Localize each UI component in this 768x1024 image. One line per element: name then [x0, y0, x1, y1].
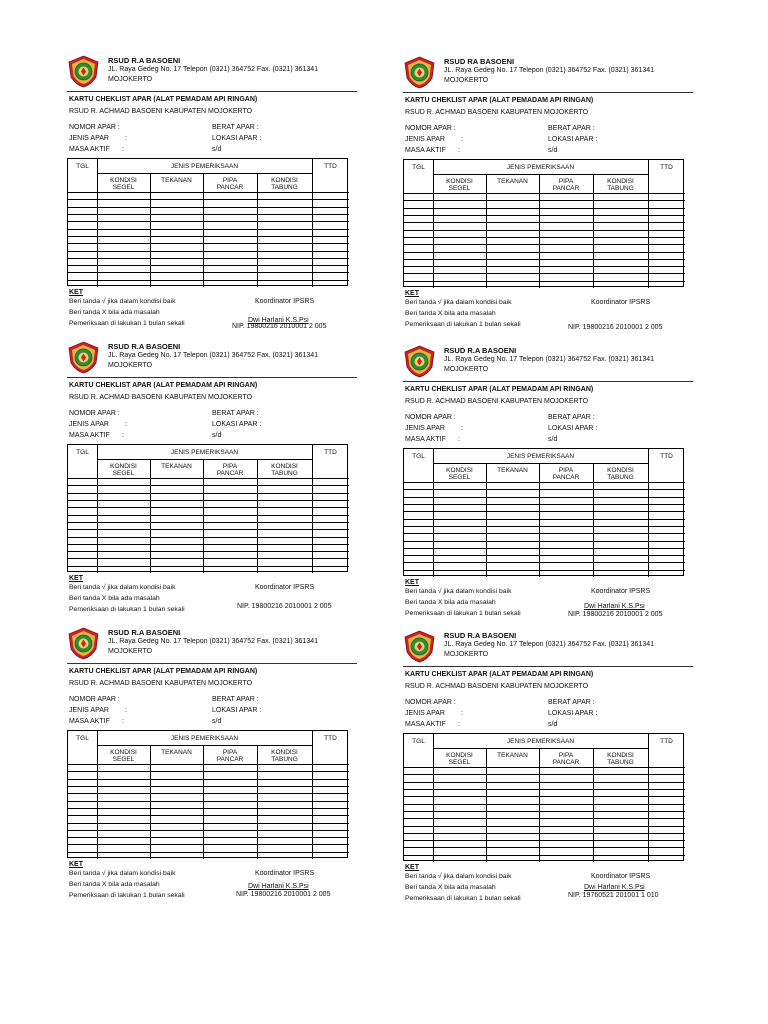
signer-nip: NIP. 19800216 2010001 2 005: [232, 323, 327, 330]
lokasi-apar-label: LOKASI APAR :: [548, 425, 598, 432]
ket-label: KET: [69, 575, 83, 582]
note-frequency: Pemeriksaan di lakukan 1 bulan sekali: [405, 895, 521, 902]
coordinator-label: Koordinator IPSRS: [255, 870, 315, 877]
table-row-line: [68, 808, 349, 809]
table-row-line: [68, 272, 349, 273]
note-problem: Beri tanda X bila ada masalah: [405, 599, 496, 606]
hospital-address: JL. Raya Gedeg No. 17 Telepon (0321) 364752 Fax. (0321) 361341: [108, 638, 319, 645]
table-row-line: [404, 281, 685, 282]
col-kondisi-segel: KONDISI SEGEL: [110, 177, 137, 191]
colon: :: [125, 707, 127, 714]
col-kondisi-tabung: KONDISI TABUNG: [271, 463, 298, 477]
table-row-line: [68, 221, 349, 222]
table-column-line: [648, 449, 649, 577]
table-row-line: [68, 844, 349, 845]
signer-name: Dwi Harlani K.S.Psi: [584, 884, 645, 891]
card-subtitle: RSUD R. ACHMAD BASOENI KABUPATEN MOJOKERTO: [405, 683, 589, 690]
col-tgl: TGL: [76, 735, 89, 742]
col-ttd: TTD: [324, 449, 337, 456]
signer-nip: NIP. 19760521 201001 1 010: [568, 892, 659, 899]
table-row-line: [404, 200, 685, 201]
note-ok: Beri tanda √ jika dalam kondisi baik: [69, 584, 176, 591]
table-header-line: [433, 174, 648, 175]
inspection-table: [67, 730, 348, 858]
hospital-address: JL. Raya Gedeg No. 17 Telepon (0321) 364752 Fax. (0321) 361341: [108, 352, 319, 359]
table-row-line: [404, 782, 685, 783]
hospital-address: JL. Raya Gedeg No. 17 Telepon (0321) 364752 Fax. (0321) 361341: [444, 67, 655, 74]
hospital-city: MOJOKERTO: [108, 362, 153, 369]
col-kondisi-segel: KONDISI SEGEL: [110, 463, 137, 477]
col-jenis-pemeriksaan: JENIS PEMERIKSAAN: [506, 164, 575, 171]
colon: :: [122, 432, 124, 439]
lokasi-apar-label: LOKASI APAR :: [212, 707, 262, 714]
hospital-city: MOJOKERTO: [108, 648, 153, 655]
table-row-line: [68, 251, 349, 252]
berat-apar-label: BERAT APAR :: [212, 696, 259, 703]
col-pipa-pancar: PIPA PANCAR: [216, 463, 244, 477]
table-row-line: [404, 259, 685, 260]
table-row-line: [68, 544, 349, 545]
table-row-line: [68, 779, 349, 780]
table-row-line: [404, 504, 685, 505]
note-problem: Beri tanda X bila ada masalah: [69, 881, 160, 888]
table-row-line: [404, 489, 685, 490]
col-tekanan: TEKANAN: [161, 177, 192, 184]
colon: :: [125, 135, 127, 142]
table-column-line: [486, 748, 487, 862]
lokasi-apar-label: LOKASI APAR :: [548, 136, 598, 143]
signer-nip: NIP. 19800216 2010001 2 005: [568, 324, 663, 331]
signer-name: Dwi Harlani K.S.Psi: [248, 317, 309, 324]
signer-name: Dwi Harlani K.S.Psi: [248, 883, 309, 890]
table-column-line: [312, 731, 313, 859]
table-row-line: [404, 215, 685, 216]
table-row-line: [404, 482, 685, 483]
signer-name: Dwi Harlani K.S.Psi: [584, 603, 645, 610]
col-ttd: TTD: [660, 738, 673, 745]
table-column-line: [97, 445, 98, 573]
jenis-apar-label: JENIS APAR: [69, 421, 109, 428]
table-row-line: [68, 815, 349, 816]
col-ttd: TTD: [660, 453, 673, 460]
note-ok: Beri tanda √ jika dalam kondisi baik: [69, 298, 176, 305]
table-row-line: [404, 818, 685, 819]
ket-label: KET: [405, 864, 419, 871]
col-ttd: TTD: [324, 735, 337, 742]
note-problem: Beri tanda X bila ada masalah: [405, 884, 496, 891]
table-row-line: [404, 555, 685, 556]
table-column-line: [593, 748, 594, 862]
masa-aktif-label: MASA AKTIF: [69, 718, 110, 725]
table-column-line: [257, 745, 258, 859]
hospital-address: JL. Raya Gedeg No. 17 Telepon (0321) 364752 Fax. (0321) 361341: [444, 356, 655, 363]
masa-aktif-sd: s/d: [548, 721, 558, 728]
apar-card: [403, 345, 693, 618]
apar-card: [403, 630, 693, 900]
col-kondisi-tabung: KONDISI TABUNG: [607, 752, 634, 766]
table-row-line: [68, 537, 349, 538]
note-frequency: Pemeriksaan di lakukan 1 bulan sekali: [405, 321, 521, 328]
table-row-line: [68, 500, 349, 501]
table-row-line: [68, 801, 349, 802]
header-divider: [67, 663, 357, 664]
coordinator-label: Koordinator IPSRS: [255, 298, 315, 305]
jenis-apar-label: JENIS APAR: [405, 136, 445, 143]
table-row-line: [404, 222, 685, 223]
nomor-apar-label: NOMOR APAR :: [69, 124, 120, 131]
col-kondisi-tabung: KONDISI TABUNG: [271, 177, 298, 191]
berat-apar-label: BERAT APAR :: [548, 125, 595, 132]
header-divider: [403, 381, 693, 382]
note-ok: Beri tanda √ jika dalam kondisi baik: [405, 299, 512, 306]
colon: :: [458, 721, 460, 728]
table-row-line: [404, 826, 685, 827]
table-row-line: [404, 497, 685, 498]
table-row-line: [68, 265, 349, 266]
table-column-line: [97, 731, 98, 859]
hospital-name: RSUD R.A BASOENI: [444, 631, 517, 640]
apar-card: [67, 55, 357, 330]
hospital-name: RSUD R.A BASOENI: [108, 56, 181, 65]
ket-label: KET: [405, 579, 419, 586]
signer-nip: NIP. 19800216 2010001 2 005: [236, 891, 331, 898]
col-tgl: TGL: [76, 449, 89, 456]
jenis-apar-label: JENIS APAR: [405, 710, 445, 717]
table-row-line: [404, 855, 685, 856]
table-row-line: [404, 562, 685, 563]
table-row-line: [404, 811, 685, 812]
table-row-line: [404, 511, 685, 512]
table-row-line: [68, 229, 349, 230]
table-column-line: [150, 173, 151, 287]
berat-apar-label: BERAT APAR :: [548, 699, 595, 706]
col-pipa-pancar: PIPA PANCAR: [552, 467, 580, 481]
berat-apar-label: BERAT APAR :: [548, 414, 595, 421]
masa-aktif-label: MASA AKTIF: [405, 721, 446, 728]
note-problem: Beri tanda X bila ada masalah: [405, 310, 496, 317]
nomor-apar-label: NOMOR APAR :: [69, 410, 120, 417]
lokasi-apar-label: LOKASI APAR :: [212, 135, 262, 142]
table-column-line: [593, 463, 594, 577]
col-pipa-pancar: PIPA PANCAR: [216, 177, 244, 191]
card-title: KARTU CHEKLIST APAR (ALAT PEMADAM API RINGAN): [69, 668, 258, 675]
berat-apar-label: BERAT APAR :: [212, 124, 259, 131]
note-frequency: Pemeriksaan di lakukan 1 bulan sekali: [69, 892, 185, 899]
colon: :: [122, 718, 124, 725]
coordinator-label: Koordinator IPSRS: [591, 873, 651, 880]
table-row-line: [68, 852, 349, 853]
note-frequency: Pemeriksaan di lakukan 1 bulan sekali: [69, 606, 185, 613]
col-pipa-pancar: PIPA PANCAR: [552, 178, 580, 192]
table-row-line: [68, 207, 349, 208]
coordinator-label: Koordinator IPSRS: [591, 588, 651, 595]
table-column-line: [150, 459, 151, 573]
hospital-logo-icon: [403, 345, 436, 378]
masa-aktif-sd: s/d: [548, 147, 558, 154]
card-title: KARTU CHEKLIST APAR (ALAT PEMADAM API RINGAN): [69, 96, 258, 103]
table-row-line: [404, 244, 685, 245]
table-column-line: [539, 748, 540, 862]
table-column-line: [203, 745, 204, 859]
ket-label: KET: [69, 861, 83, 868]
apar-card: [67, 341, 357, 611]
table-header-line: [433, 748, 648, 749]
col-ttd: TTD: [324, 163, 337, 170]
table-column-line: [539, 463, 540, 577]
colon: :: [122, 146, 124, 153]
table-row-line: [404, 548, 685, 549]
note-ok: Beri tanda √ jika dalam kondisi baik: [405, 873, 512, 880]
hospital-logo-icon: [403, 630, 436, 663]
table-row-line: [404, 266, 685, 267]
note-ok: Beri tanda √ jika dalam kondisi baik: [69, 870, 176, 877]
table-row-line: [404, 767, 685, 768]
masa-aktif-sd: s/d: [548, 436, 558, 443]
hospital-name: RSUD R.A BASOENI: [444, 346, 517, 355]
table-row-line: [68, 236, 349, 237]
table-header-line: [97, 459, 312, 460]
inspection-table: [403, 733, 684, 861]
hospital-city: MOJOKERTO: [444, 366, 489, 373]
ket-label: KET: [405, 290, 419, 297]
hospital-logo-icon: [67, 55, 100, 88]
table-column-line: [203, 459, 204, 573]
colon: :: [461, 136, 463, 143]
table-column-line: [539, 174, 540, 288]
signer-nip: NIP. 19800216 2010001 2 005: [568, 611, 663, 618]
table-column-line: [486, 463, 487, 577]
table-row-line: [68, 823, 349, 824]
table-row-line: [404, 774, 685, 775]
table-row-line: [404, 208, 685, 209]
col-pipa-pancar: PIPA PANCAR: [216, 749, 244, 763]
table-row-line: [404, 533, 685, 534]
header-divider: [403, 92, 693, 93]
coordinator-label: Koordinator IPSRS: [591, 299, 651, 306]
lokasi-apar-label: LOKASI APAR :: [212, 421, 262, 428]
nomor-apar-label: NOMOR APAR :: [405, 699, 456, 706]
table-column-line: [433, 160, 434, 288]
nomor-apar-label: NOMOR APAR :: [405, 125, 456, 132]
hospital-name: RSUD R.A BASOENI: [108, 628, 181, 637]
table-row-line: [404, 796, 685, 797]
table-column-line: [433, 734, 434, 862]
jenis-apar-label: JENIS APAR: [405, 425, 445, 432]
col-jenis-pemeriksaan: JENIS PEMERIKSAAN: [170, 735, 239, 742]
col-kondisi-segel: KONDISI SEGEL: [446, 178, 473, 192]
table-row-line: [68, 529, 349, 530]
table-row-line: [68, 522, 349, 523]
inspection-table: [403, 448, 684, 576]
table-row-line: [404, 252, 685, 253]
colon: :: [125, 421, 127, 428]
table-column-line: [486, 174, 487, 288]
table-row-line: [68, 258, 349, 259]
colon: :: [458, 147, 460, 154]
table-row-line: [68, 566, 349, 567]
table-column-line: [648, 734, 649, 862]
hospital-logo-icon: [67, 627, 100, 660]
table-row-line: [68, 558, 349, 559]
hospital-city: MOJOKERTO: [108, 76, 153, 83]
colon: :: [461, 710, 463, 717]
hospital-address: JL. Raya Gedeg No. 17 Telepon (0321) 364752 Fax. (0321) 361341: [108, 66, 319, 73]
table-column-line: [97, 159, 98, 287]
card-subtitle: RSUD R. ACHMAD BASOENI KABUPATEN MOJOKERTO: [405, 398, 589, 405]
col-tekanan: TEKANAN: [497, 467, 528, 474]
card-title: KARTU CHEKLIST APAR (ALAT PEMADAM API RINGAN): [405, 386, 594, 393]
apar-card: [403, 56, 693, 331]
hospital-address: JL. Raya Gedeg No. 17 Telepon (0321) 364752 Fax. (0321) 361341: [444, 641, 655, 648]
table-row-line: [68, 793, 349, 794]
card-title: KARTU CHEKLIST APAR (ALAT PEMADAM API RINGAN): [69, 382, 258, 389]
masa-aktif-sd: s/d: [212, 146, 222, 153]
table-column-line: [312, 445, 313, 573]
table-row-line: [404, 570, 685, 571]
table-row-line: [404, 237, 685, 238]
table-column-line: [433, 449, 434, 577]
card-subtitle: RSUD R. ACHMAD BASOENI KABUPATEN MOJOKERTO: [69, 680, 253, 687]
signer-nip: NIP. 19800216 2010001 2 005: [237, 603, 332, 610]
note-problem: Beri tanda X bila ada masalah: [69, 309, 160, 316]
col-jenis-pemeriksaan: JENIS PEMERIKSAAN: [170, 449, 239, 456]
note-frequency: Pemeriksaan di lakukan 1 bulan sekali: [405, 610, 521, 617]
nomor-apar-label: NOMOR APAR :: [69, 696, 120, 703]
table-row-line: [68, 243, 349, 244]
table-row-line: [68, 280, 349, 281]
masa-aktif-label: MASA AKTIF: [405, 436, 446, 443]
jenis-apar-label: JENIS APAR: [69, 707, 109, 714]
col-kondisi-segel: KONDISI SEGEL: [446, 467, 473, 481]
table-column-line: [648, 160, 649, 288]
jenis-apar-label: JENIS APAR: [69, 135, 109, 142]
table-header-line: [97, 745, 312, 746]
table-column-line: [257, 459, 258, 573]
table-row-line: [404, 804, 685, 805]
coordinator-label: Koordinator IPSRS: [255, 584, 315, 591]
note-problem: Beri tanda X bila ada masalah: [69, 595, 160, 602]
ket-label: KET: [69, 289, 83, 296]
table-row-line: [68, 507, 349, 508]
col-tekanan: TEKANAN: [161, 749, 192, 756]
col-tgl: TGL: [412, 453, 425, 460]
col-tekanan: TEKANAN: [161, 463, 192, 470]
col-kondisi-tabung: KONDISI TABUNG: [607, 467, 634, 481]
card-title: KARTU CHEKLIST APAR (ALAT PEMADAM API RINGAN): [405, 97, 594, 104]
table-row-line: [404, 519, 685, 520]
header-divider: [67, 91, 357, 92]
colon: :: [461, 425, 463, 432]
hospital-logo-icon: [403, 56, 436, 89]
table-row-line: [404, 273, 685, 274]
table-row-line: [404, 847, 685, 848]
col-pipa-pancar: PIPA PANCAR: [552, 752, 580, 766]
masa-aktif-label: MASA AKTIF: [405, 147, 446, 154]
card-subtitle: RSUD R. ACHMAD BASOENI KABUPATEN MOJOKERTO: [69, 394, 253, 401]
col-jenis-pemeriksaan: JENIS PEMERIKSAAN: [170, 163, 239, 170]
table-row-line: [68, 764, 349, 765]
lokasi-apar-label: LOKASI APAR :: [548, 710, 598, 717]
table-row-line: [404, 526, 685, 527]
table-row-line: [68, 771, 349, 772]
col-kondisi-segel: KONDISI SEGEL: [110, 749, 137, 763]
table-row-line: [404, 840, 685, 841]
header-divider: [67, 377, 357, 378]
table-row-line: [68, 485, 349, 486]
col-tgl: TGL: [412, 738, 425, 745]
hospital-name: RSUD R.A BASOENI: [108, 342, 181, 351]
table-header-line: [97, 173, 312, 174]
hospital-city: MOJOKERTO: [444, 77, 489, 84]
hospital-logo-icon: [67, 341, 100, 374]
inspection-table: [67, 158, 348, 286]
apar-card: [67, 627, 357, 897]
card-subtitle: RSUD R. ACHMAD BASOENI KABUPATEN MOJOKERTO: [405, 109, 589, 116]
table-row-line: [68, 199, 349, 200]
masa-aktif-label: MASA AKTIF: [69, 432, 110, 439]
table-row-line: [68, 786, 349, 787]
table-row-line: [404, 789, 685, 790]
note-ok: Beri tanda √ jika dalam kondisi baik: [405, 588, 512, 595]
table-column-line: [257, 173, 258, 287]
table-header-line: [433, 463, 648, 464]
table-column-line: [150, 745, 151, 859]
col-jenis-pemeriksaan: JENIS PEMERIKSAAN: [506, 453, 575, 460]
hospital-name: RSUD RA BASOENI: [444, 57, 515, 66]
table-row-line: [404, 833, 685, 834]
col-kondisi-segel: KONDISI SEGEL: [446, 752, 473, 766]
col-tgl: TGL: [412, 164, 425, 171]
col-tekanan: TEKANAN: [497, 752, 528, 759]
col-ttd: TTD: [660, 164, 673, 171]
table-row-line: [404, 230, 685, 231]
col-tekanan: TEKANAN: [497, 178, 528, 185]
col-kondisi-tabung: KONDISI TABUNG: [607, 178, 634, 192]
col-tgl: TGL: [76, 163, 89, 170]
table-row-line: [68, 551, 349, 552]
card-subtitle: RSUD R. ACHMAD BASOENI KABUPATEN MOJOKERTO: [69, 108, 253, 115]
table-row-line: [68, 214, 349, 215]
note-frequency: Pemeriksaan di lakukan 1 bulan sekali: [69, 320, 185, 327]
table-row-line: [404, 541, 685, 542]
table-row-line: [68, 478, 349, 479]
colon: :: [458, 436, 460, 443]
table-row-line: [68, 493, 349, 494]
berat-apar-label: BERAT APAR :: [212, 410, 259, 417]
col-jenis-pemeriksaan: JENIS PEMERIKSAAN: [506, 738, 575, 745]
inspection-table: [403, 159, 684, 287]
table-column-line: [312, 159, 313, 287]
table-row-line: [404, 193, 685, 194]
card-title: KARTU CHEKLIST APAR (ALAT PEMADAM API RINGAN): [405, 671, 594, 678]
nomor-apar-label: NOMOR APAR :: [405, 414, 456, 421]
hospital-city: MOJOKERTO: [444, 651, 489, 658]
masa-aktif-label: MASA AKTIF: [69, 146, 110, 153]
table-row-line: [68, 837, 349, 838]
col-kondisi-tabung: KONDISI TABUNG: [271, 749, 298, 763]
header-divider: [403, 666, 693, 667]
table-column-line: [593, 174, 594, 288]
table-row-line: [68, 830, 349, 831]
table-column-line: [203, 173, 204, 287]
masa-aktif-sd: s/d: [212, 432, 222, 439]
table-row-line: [68, 192, 349, 193]
masa-aktif-sd: s/d: [212, 718, 222, 725]
inspection-table: [67, 444, 348, 572]
table-row-line: [68, 515, 349, 516]
